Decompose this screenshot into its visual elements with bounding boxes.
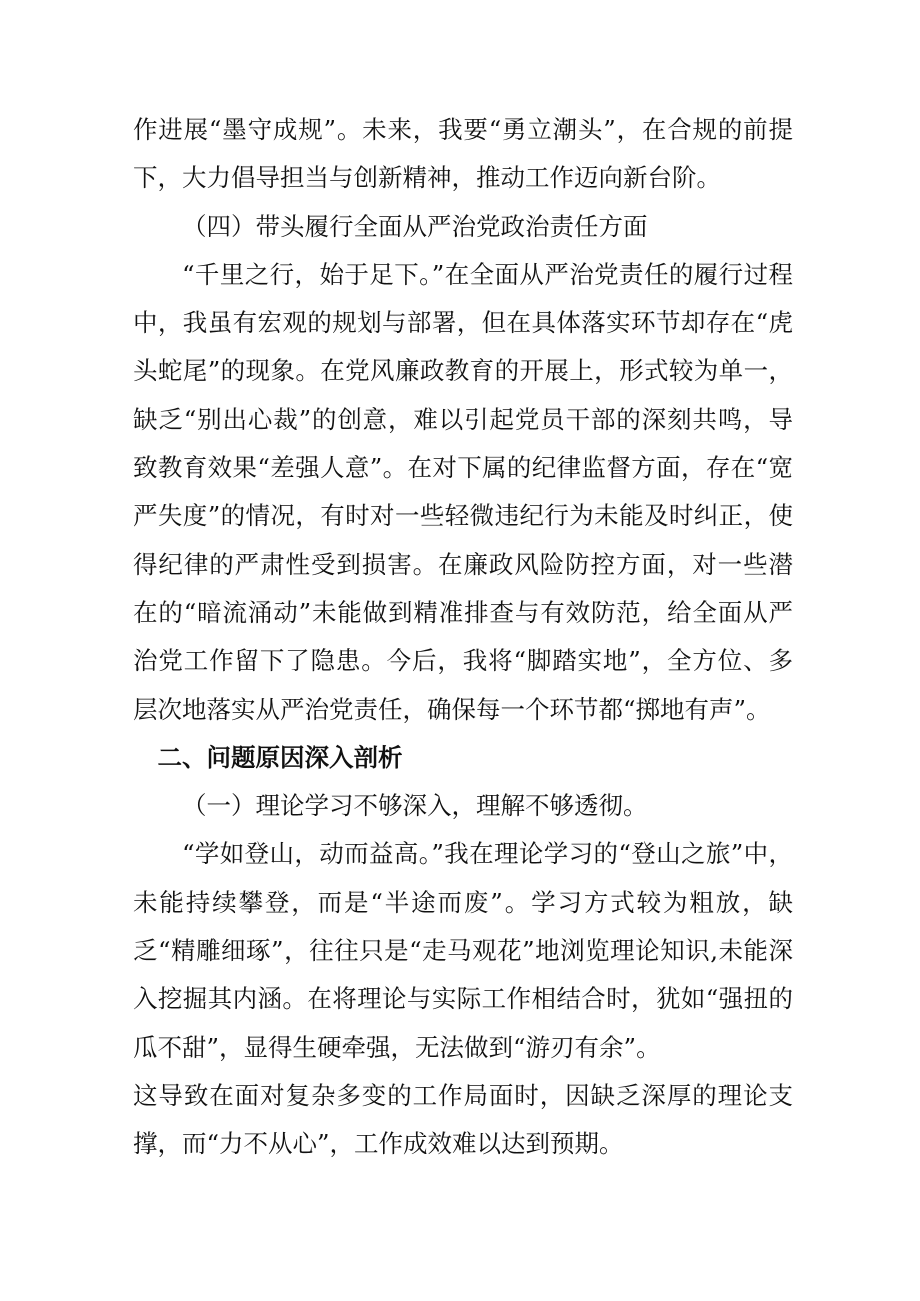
paragraph-party-responsibility: “千里之行，始于足下。”在全面从严治党责任的履行过程中，我虽有宏观的规划与部署，但在具体落实环节却存在“虎头蛇尾”的现象。在党风廉政教育的开展上，形式较为单一，缺乏“别出心裁”的创意，难以引起党员干部的深刻共鸣，导致教育效果“差强人意”。在对下属的纪律监督方面，存在“宽严失度”的情况，有时对一些轻微违纪行为未能及时纠正，使得纪律的严肃性受到损害。在廉政风险防控方面，对一些潜在的“暗流涌动”未能做到精准排查与有效防范，给全面从严治党工作留下了隐患。今后，我将“脚踏实地”，全方位、多层次地落实从严治党责任，确保每一个环节都“掷地有声”。 <box>133 259 793 724</box>
section-subheading-4: （四）带头履行全面从严治党政治责任方面 <box>182 211 648 241</box>
paragraph-consequence: 这导致在面对复杂多变的工作局面时，因缺乏深厚的理论支撑，而“力不从心”，工作成效难以达到预期。 <box>133 1080 793 1159</box>
paragraph-theory-study: “学如登山，动而益高。”我在理论学习的“登山之旅”中，未能持续攀登，而是“半途而废”。学习方式较为粗放，缺乏“精雕细琢”，往往只是“走马观花”地浏览理论知识,未能深入挖掘其内涵。在将理论与实际工作相结合时，犹如“强扭的瓜不甜”，显得生硬牵强，无法做到“游刃有余”。 <box>133 839 793 1062</box>
document-body <box>133 106 793 1169</box>
section-heading-2: 二、问题原因深入剖析 <box>157 742 403 772</box>
section-subheading-1: （一）理论学习不够深入，理解不够透彻。 <box>182 791 648 821</box>
paragraph-continuation: 作进展“墨守成规”。未来，我要“勇立潮头”，在合规的前提下，大力倡导担当与创新精神，推动工作迈向新台阶。 <box>133 115 793 193</box>
